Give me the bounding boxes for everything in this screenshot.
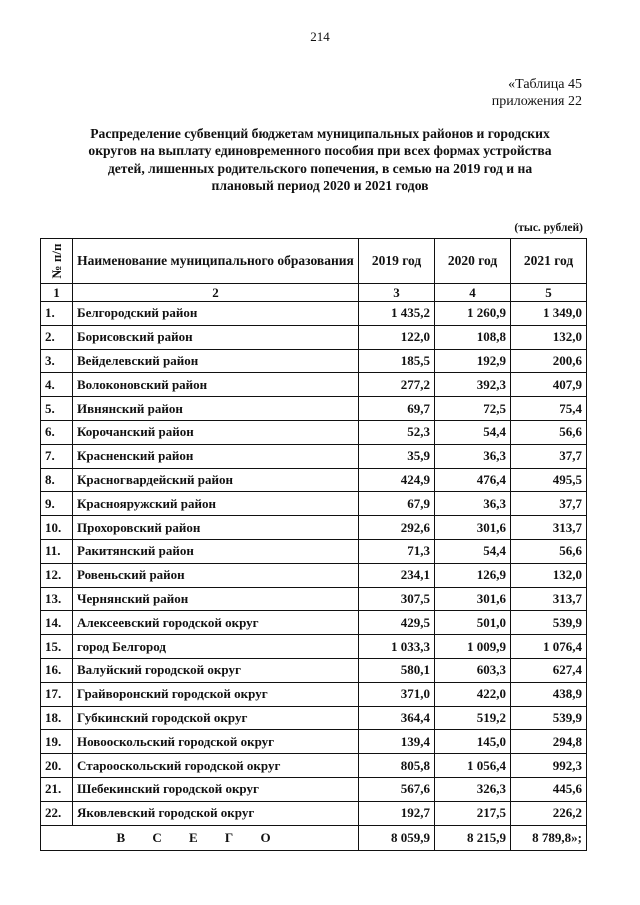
table-row xyxy=(41,611,587,635)
table-row xyxy=(41,420,587,444)
value-2019: 1 033,3 xyxy=(359,635,435,659)
municipality-name: Яковлевский городской округ xyxy=(73,801,359,825)
value-2021: 200,6 xyxy=(511,349,587,373)
value-2019: 307,5 xyxy=(359,587,435,611)
value-2021: 56,6 xyxy=(511,539,587,563)
value-2021: 495,5 xyxy=(511,468,587,492)
municipality-name: Алексеевский городской округ xyxy=(73,611,359,635)
document-title-line-1: Распределение субвенций бюджетам муниципальных районов и городских xyxy=(90,126,550,141)
value-2021: 313,7 xyxy=(511,587,587,611)
value-2019: 67,9 xyxy=(359,492,435,516)
value-2021: 37,7 xyxy=(511,492,587,516)
value-2019: 192,7 xyxy=(359,801,435,825)
value-2019: 371,0 xyxy=(359,682,435,706)
value-2021: 75,4 xyxy=(511,397,587,421)
value-2021: 132,0 xyxy=(511,325,587,349)
value-2019: 424,9 xyxy=(359,468,435,492)
total-row xyxy=(41,825,587,850)
header-number-label: № п/п xyxy=(48,243,64,279)
row-number: 10. xyxy=(41,516,73,540)
value-2020: 519,2 xyxy=(435,706,511,730)
table-row xyxy=(41,635,587,659)
row-number: 9. xyxy=(41,492,73,516)
value-2020: 326,3 xyxy=(435,777,511,801)
value-2021: 132,0 xyxy=(511,563,587,587)
municipality-name: Красногвардейский район xyxy=(73,468,359,492)
value-2020: 1 260,9 xyxy=(435,302,511,326)
header-name: Наименование муниципального образования xyxy=(73,239,359,284)
value-2020: 392,3 xyxy=(435,373,511,397)
value-2020: 422,0 xyxy=(435,682,511,706)
value-2019: 35,9 xyxy=(359,444,435,468)
total-label: В С Е Г О xyxy=(41,825,359,850)
municipality-name: Борисовский район xyxy=(73,325,359,349)
table-row xyxy=(41,302,587,326)
value-2019: 139,4 xyxy=(359,730,435,754)
column-number: 3 xyxy=(359,284,435,302)
document-title-line-3: детей, лишенных родительского попечения, в семью на 2019 год и на xyxy=(107,160,533,176)
value-2019: 185,5 xyxy=(359,349,435,373)
header-2021: 2021 год xyxy=(511,239,587,284)
row-number: 19. xyxy=(41,730,73,754)
value-2019: 71,3 xyxy=(359,539,435,563)
table-row xyxy=(41,682,587,706)
row-number: 21. xyxy=(41,777,73,801)
table-row xyxy=(41,492,587,516)
municipality-name: Краснояружский район xyxy=(73,492,359,516)
value-2021: 407,9 xyxy=(511,373,587,397)
value-2021: 294,8 xyxy=(511,730,587,754)
row-number: 16. xyxy=(41,658,73,682)
municipality-name: Шебекинский городской округ xyxy=(73,777,359,801)
municipality-name: Валуйский городской округ xyxy=(73,658,359,682)
value-2019: 580,1 xyxy=(359,658,435,682)
municipality-name: Белгородский район xyxy=(73,302,359,326)
municipality-name: Ровеньский район xyxy=(73,563,359,587)
units-note: (тыс. рублей) xyxy=(514,222,583,234)
value-2021: 226,2 xyxy=(511,801,587,825)
municipality-name: Корочанский район xyxy=(73,420,359,444)
value-2020: 603,3 xyxy=(435,658,511,682)
row-number: 5. xyxy=(41,397,73,421)
row-number: 4. xyxy=(41,373,73,397)
value-2020: 36,3 xyxy=(435,444,511,468)
total-2020: 8 215,9 xyxy=(435,825,511,850)
row-number: 15. xyxy=(41,635,73,659)
value-2020: 501,0 xyxy=(435,611,511,635)
page-number: 214 xyxy=(310,29,330,44)
municipality-name: Губкинский городской округ xyxy=(73,706,359,730)
value-2020: 108,8 xyxy=(435,325,511,349)
table-row xyxy=(41,801,587,825)
municipality-name: Волоконовский район xyxy=(73,373,359,397)
table-row xyxy=(41,754,587,778)
value-2020: 54,4 xyxy=(435,420,511,444)
row-number: 13. xyxy=(41,587,73,611)
row-number: 8. xyxy=(41,468,73,492)
table-row xyxy=(41,777,587,801)
municipality-name: Ивнянский район xyxy=(73,397,359,421)
row-number: 22. xyxy=(41,801,73,825)
value-2020: 217,5 xyxy=(435,801,511,825)
value-2019: 567,6 xyxy=(359,777,435,801)
column-number: 4 xyxy=(435,284,511,302)
table-reference xyxy=(492,76,582,110)
value-2020: 192,9 xyxy=(435,349,511,373)
value-2021: 313,7 xyxy=(511,516,587,540)
value-2021: 56,6 xyxy=(511,420,587,444)
value-2020: 54,4 xyxy=(435,539,511,563)
table-row xyxy=(41,730,587,754)
table-reference-line-1: «Таблица 45 xyxy=(508,77,582,92)
municipality-name: Чернянский район xyxy=(73,587,359,611)
value-2021: 627,4 xyxy=(511,658,587,682)
table-row xyxy=(41,516,587,540)
table-row xyxy=(41,658,587,682)
value-2019: 234,1 xyxy=(359,563,435,587)
municipality-name: город Белгород xyxy=(73,635,359,659)
municipality-name: Ракитянский район xyxy=(73,539,359,563)
value-2019: 52,3 xyxy=(359,420,435,444)
header-2019: 2019 год xyxy=(359,239,435,284)
column-number-row xyxy=(41,284,587,302)
table-row xyxy=(41,563,587,587)
value-2021: 1 349,0 xyxy=(511,302,587,326)
value-2019: 277,2 xyxy=(359,373,435,397)
row-number: 1. xyxy=(41,302,73,326)
value-2019: 292,6 xyxy=(359,516,435,540)
value-2021: 37,7 xyxy=(511,444,587,468)
municipality-name: Грайворонский городской округ xyxy=(73,682,359,706)
row-number: 20. xyxy=(41,754,73,778)
municipality-name: Старооскольский городской округ xyxy=(73,754,359,778)
total-2021: 8 789,8»; xyxy=(511,825,587,850)
value-2019: 122,0 xyxy=(359,325,435,349)
value-2021: 539,9 xyxy=(511,611,587,635)
table-row xyxy=(41,349,587,373)
row-number: 11. xyxy=(41,539,73,563)
subvention-table xyxy=(40,238,587,851)
header-number xyxy=(41,239,73,284)
row-number: 7. xyxy=(41,444,73,468)
value-2021: 1 076,4 xyxy=(511,635,587,659)
municipality-name: Прохоровский район xyxy=(73,516,359,540)
document-title-line-2: округов на выплату единовременного пособия при всех формах устройства xyxy=(88,143,552,159)
table-header-row xyxy=(41,239,587,284)
table-row xyxy=(41,373,587,397)
table-row xyxy=(41,325,587,349)
table-row xyxy=(41,539,587,563)
value-2020: 476,4 xyxy=(435,468,511,492)
value-2020: 1 009,9 xyxy=(435,635,511,659)
value-2020: 1 056,4 xyxy=(435,754,511,778)
row-number: 12. xyxy=(41,563,73,587)
value-2021: 992,3 xyxy=(511,754,587,778)
row-number: 6. xyxy=(41,420,73,444)
column-number: 5 xyxy=(511,284,587,302)
column-number: 1 xyxy=(41,284,73,302)
column-number: 2 xyxy=(73,284,359,302)
table-row xyxy=(41,444,587,468)
value-2021: 539,9 xyxy=(511,706,587,730)
value-2020: 36,3 xyxy=(435,492,511,516)
document-title xyxy=(42,125,598,195)
municipality-name: Вейделевский район xyxy=(73,349,359,373)
row-number: 2. xyxy=(41,325,73,349)
table-reference-line-2: приложения 22 xyxy=(491,94,582,109)
municipality-name: Новооскольский городской округ xyxy=(73,730,359,754)
table-row xyxy=(41,397,587,421)
row-number: 3. xyxy=(41,349,73,373)
value-2019: 1 435,2 xyxy=(359,302,435,326)
total-2019: 8 059,9 xyxy=(359,825,435,850)
value-2020: 126,9 xyxy=(435,563,511,587)
value-2021: 445,6 xyxy=(511,777,587,801)
value-2019: 69,7 xyxy=(359,397,435,421)
document-title-line-4: плановый период 2020 и 2021 годов xyxy=(211,178,429,194)
municipality-name: Красненский район xyxy=(73,444,359,468)
table-row xyxy=(41,706,587,730)
value-2020: 301,6 xyxy=(435,587,511,611)
value-2020: 72,5 xyxy=(435,397,511,421)
value-2021: 438,9 xyxy=(511,682,587,706)
row-number: 14. xyxy=(41,611,73,635)
value-2019: 429,5 xyxy=(359,611,435,635)
value-2019: 364,4 xyxy=(359,706,435,730)
header-2020: 2020 год xyxy=(435,239,511,284)
table-row xyxy=(41,587,587,611)
value-2019: 805,8 xyxy=(359,754,435,778)
row-number: 18. xyxy=(41,706,73,730)
row-number: 17. xyxy=(41,682,73,706)
table-row xyxy=(41,468,587,492)
value-2020: 301,6 xyxy=(435,516,511,540)
value-2020: 145,0 xyxy=(435,730,511,754)
